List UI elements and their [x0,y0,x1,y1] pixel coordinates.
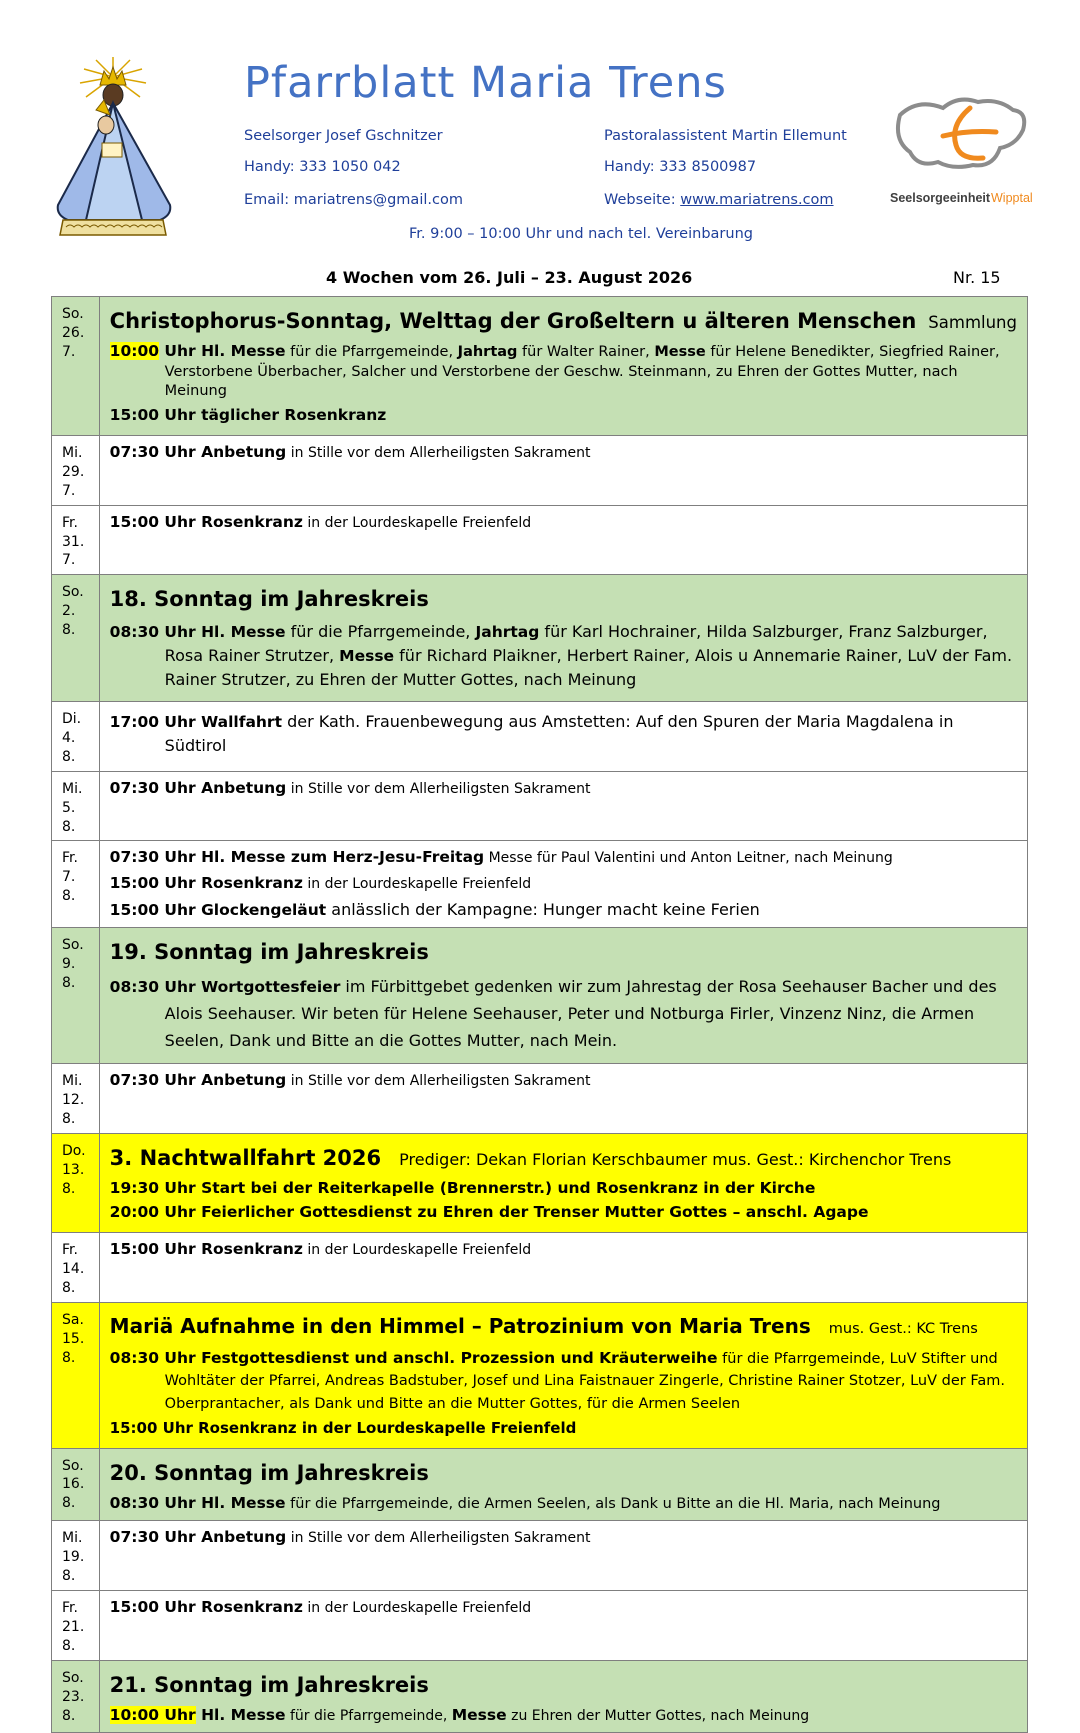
entry: 07:30 Uhr Hl. Messe zum Herz-Jesu-Freitag Messe für Paul Valentini und Anton Leitner, nach Meinung [109,848,893,867]
issue-number: Nr. 15 [953,268,1001,287]
logo-text-2: Wipptal [991,191,1033,205]
row-body [99,841,1027,928]
row-body [99,1660,1027,1732]
row-body [99,1448,1027,1521]
table-row [52,1448,1028,1521]
row-date: Fr. 31. 7. [52,505,100,575]
row-date: Do. 13. 8. [52,1133,100,1232]
entry: 08:30 Uhr Wortgottesfeier im Fürbittgebet gedenken wir zum Jahrestag der Rosa Seehauser Bacher und des Alois Seehauser. Wir beten für Helene Seehauser, Peter und Notburga Firler, Vinzenz Ninz, die Armen Seelen, Dank und Bitte an die Gottes Mutter, nach Mein. [109,976,997,1051]
schedule-table [51,296,1028,1733]
table-row [52,1133,1028,1232]
table-row [52,841,1028,928]
row-body [99,702,1027,772]
table-row [52,1064,1028,1134]
entry: 15:00 Uhr Rosenkranz in der Lourdeskapelle Freienfeld [99,505,1027,575]
row-date: So. 23. 8. [52,1660,100,1732]
entry: 15:00 Uhr Rosenkranz in der Lourdeskapelle Freienfeld [109,1419,577,1438]
row-body [99,575,1027,702]
row-body [99,1302,1027,1448]
table-row [52,575,1028,702]
entry: 07:30 Uhr Anbetung in Stille vor dem Allerheiligsten Sakrament [99,1064,1027,1134]
row-date: Fr. 7. 8. [52,841,100,928]
table-row [52,771,1028,841]
entry: 15:00 Uhr Rosenkranz in der Lourdeskapelle Freienfeld [99,1233,1027,1303]
pastor-email: Email: mariatrens@gmail.com [244,192,463,208]
table-row [52,1591,1028,1661]
day-title: 3. Nachtwallfahrt 2026 Prediger: Dekan Florian Kerschbaumer mus. Gest.: Kirchenchor Trens [109,1145,952,1170]
madonna-logo [38,55,188,245]
row-date: So. 9. 8. [52,928,100,1064]
row-date: Fr. 21. 8. [52,1591,100,1661]
row-body [99,1133,1027,1232]
entry: 15:00 Uhr Glockengeläut anlässlich der Kampagne: Hunger macht keine Ferien [109,900,760,920]
website-line [604,192,834,208]
pastor-name: Seelsorger Josef Gschnitzer [244,128,443,144]
entry: 07:30 Uhr Anbetung in Stille vor dem Allerheiligsten Sakrament [99,435,1027,505]
entry: 19:30 Uhr Start bei der Reiterkapelle (Brennerstr.) und Rosenkranz in der Kirche [109,1179,816,1198]
row-date: So. 2. 8. [52,575,100,702]
entry: 17:00 Uhr Wallfahrt der Kath. Frauenbewegung aus Amstetten: Auf den Spuren der Maria Magdalena in Südtirol [109,712,954,756]
seelsorgeeinheit-logo [888,90,1033,210]
day-title: 19. Sonntag im Jahreskreis [109,940,429,965]
row-date: Sa. 15. 8. [52,1302,100,1448]
row-date: Mi. 5. 8. [52,771,100,841]
assistant-phone: Handy: 333 8500987 [604,159,757,175]
table-row [52,1660,1028,1732]
website-label: Webseite: [604,192,681,208]
entry: 20:00 Uhr Feierlicher Gottesdienst zu Ehren der Trenser Mutter Gottes – anschl. Agape [109,1203,869,1222]
table-row [52,435,1028,505]
logo-text-1: Seelsorgeeinheit [890,191,991,205]
entry: 08:30 Uhr Festgottesdienst und anschl. Prozession und Kräuterweihe für die Pfarrgemeinde, LuV Stifter und Wohltäter der Pfarrei, Andreas Badstuber, Josef und Lina Faistnauer Zingerle, Christine Rainer Stotzer, LuV der Fam. Oberprantacher, als Dank und Bitte an die Mutter Gottes, für die Armen Seelen [109,1348,1005,1412]
row-date: So. 16. 8. [52,1448,100,1521]
period-text: 4 Wochen vom 26. Juli – 23. August 2026 [326,268,693,287]
row-date: Mi. 12. 8. [52,1064,100,1134]
assistant-name: Pastoralassistent Martin Ellemunt [604,128,847,144]
entry: 10:00 Uhr Hl. Messe für die Pfarrgemeinde, Jahrtag für Walter Rainer, Messe für Helene Benedikter, Siegfried Rainer, Verstorbene Überbacher, Salcher und Verstorbene der Geschw. Steinmann, zu Ehren der Gottes Mutter, nach Meinung [109,342,1000,400]
entry: 07:30 Uhr Anbetung in Stille vor dem Allerheiligsten Sakrament [99,1521,1027,1591]
pastor-phone: Handy: 333 1050 042 [244,159,401,175]
row-date: So. 26. 7. [52,297,100,436]
row-date: Mi. 19. 8. [52,1521,100,1591]
table-row [52,1233,1028,1303]
page-title: Pfarrblatt Maria Trens [244,58,727,108]
entry: 15:00 Uhr Rosenkranz in der Lourdeskapelle Freienfeld [109,874,532,893]
row-date: Mi. 29. 7. [52,435,100,505]
table-row [52,297,1028,436]
table-row [52,1302,1028,1448]
table-row [52,505,1028,575]
table-row [52,702,1028,772]
day-title: Mariä Aufnahme in den Himmel – Patrozinium von Maria Trens mus. Gest.: KC Trens [109,1313,978,1338]
day-title: 20. Sonntag im Jahreskreis [109,1460,429,1485]
entry: 15:00 Uhr täglicher Rosenkranz [109,406,387,425]
row-date: Fr. 14. 8. [52,1233,100,1303]
day-title: 18. Sonntag im Jahreskreis [109,587,429,612]
entry: 07:30 Uhr Anbetung in Stille vor dem Allerheiligsten Sakrament [99,771,1027,841]
day-title: Christophorus-Sonntag, Welttag der Großeltern u älteren Menschen Sammlung [109,309,1017,333]
entry: 08:30 Uhr Hl. Messe für die Pfarrgemeinde, die Armen Seelen, als Dank u Bitte an die Hl. Maria, nach Meinung [109,1493,941,1512]
row-body [99,297,1027,436]
website-link[interactable]: www.mariatrens.com [680,192,834,208]
entry: 10:00 Uhr Hl. Messe für die Pfarrgemeinde, Messe zu Ehren der Mutter Gottes, nach Meinung [109,1706,810,1725]
entry: 15:00 Uhr Rosenkranz in der Lourdeskapelle Freienfeld [99,1591,1027,1661]
office-hours: Fr. 9:00 – 10:00 Uhr und nach tel. Vereinbarung [409,226,753,242]
entry: 08:30 Uhr Hl. Messe für die Pfarrgemeinde, Jahrtag für Karl Hochrainer, Hilda Salzburger, Franz Salzburger, Rosa Rainer Strutzer, Messe für Richard Plaikner, Herbert Rainer, Alois u Annemarie Rainer, LuV der Fam. Rainer Strutzer, zu Ehren der Mutter Gottes, nach Meinung [109,621,1013,690]
table-row [52,1521,1028,1591]
row-date: Di. 4. 8. [52,702,100,772]
day-title: 21. Sonntag im Jahreskreis [109,1672,429,1697]
row-body [99,928,1027,1064]
table-row [52,928,1028,1064]
